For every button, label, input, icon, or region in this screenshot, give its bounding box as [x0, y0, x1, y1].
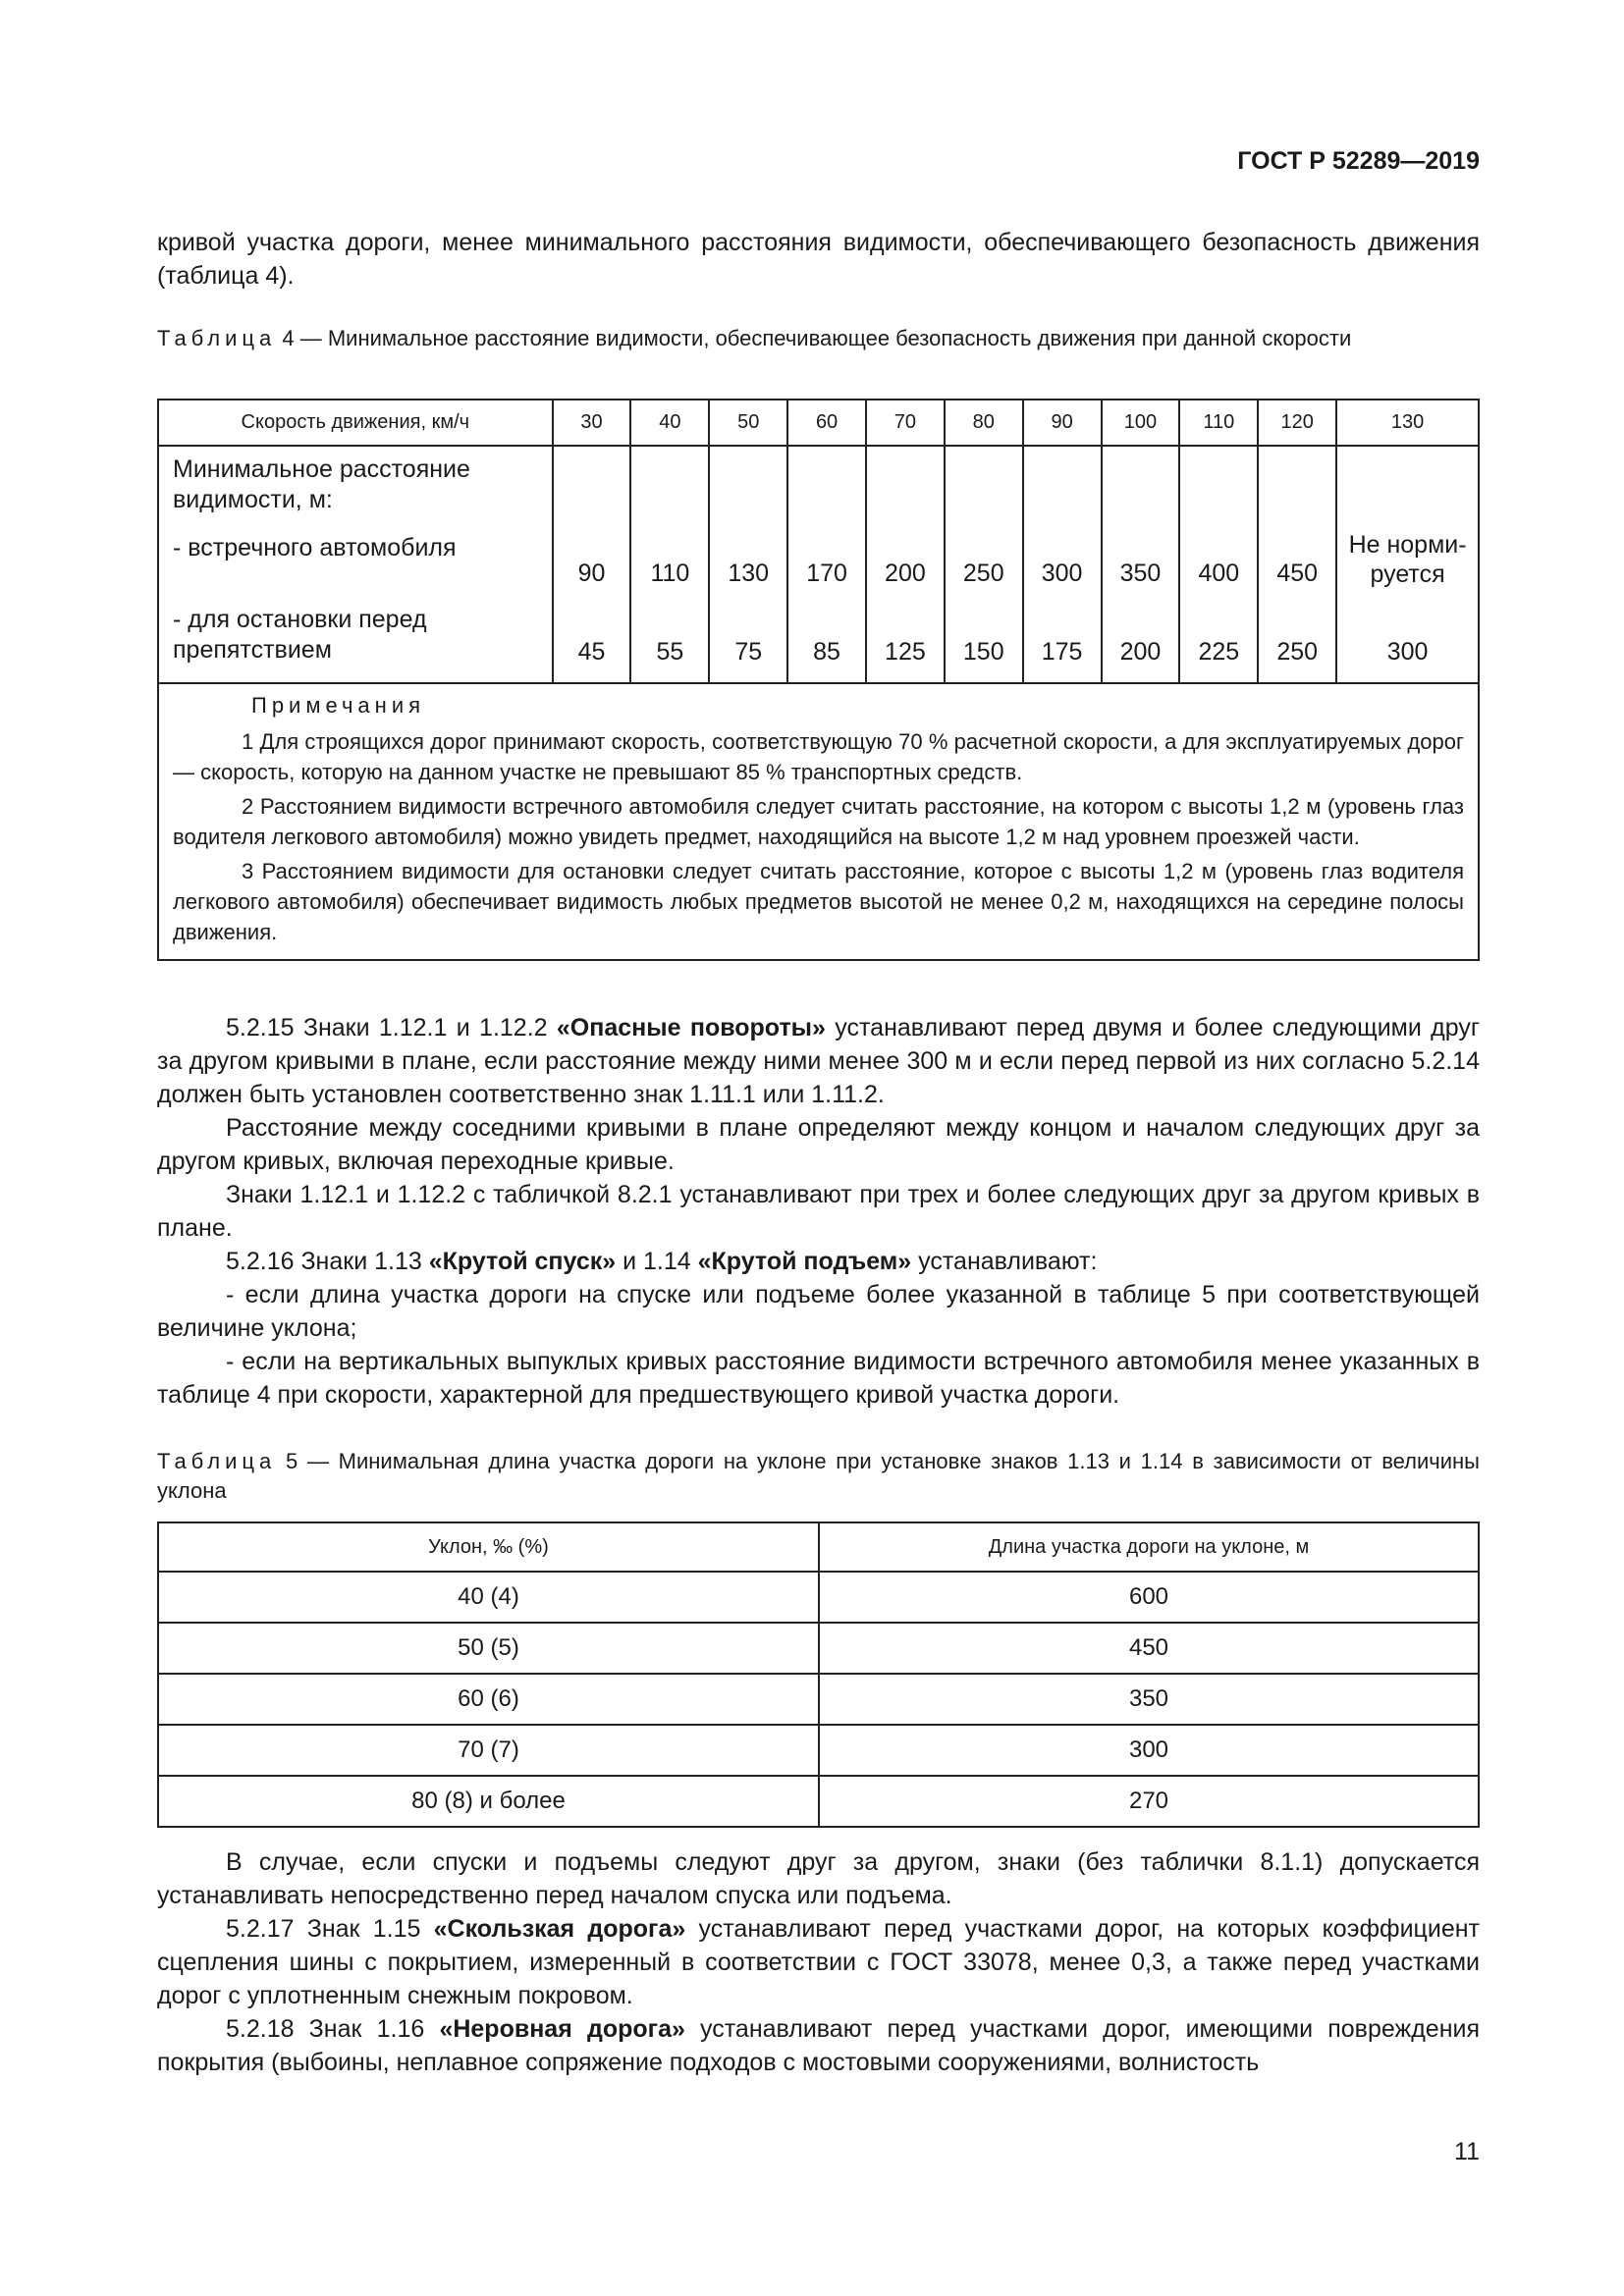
text-run: 5.2.15 Знаки 1.12.1 и 1.12.2	[226, 1014, 557, 1041]
stop-value: 175	[1041, 638, 1083, 666]
list-item: - если длина участка дороги на спуске или подъеме более указанной в таблице 5 при соответствующей величине уклона;	[157, 1281, 1480, 1342]
table4-data-row	[158, 446, 1479, 683]
stop-value: 150	[962, 638, 1004, 666]
stop-value: 45	[577, 638, 606, 666]
table4-notes	[158, 683, 1479, 960]
table5-caption	[157, 1447, 1480, 1506]
length-cell: 450	[819, 1623, 1479, 1674]
text-run: устанавливают перед двумя и более следующими друг за другом кривыми в плане, если расстояние между ними менее 300 м и если перед первой из них согласно 5.2.14 должен быть установлен соответственно знак 1.11.1 или 1.11.2.	[157, 1014, 1480, 1108]
speed-cell: 120	[1258, 400, 1336, 446]
body-section-1	[157, 1011, 1480, 1412]
table5-header-row	[158, 1522, 1479, 1572]
speed-cell: 60	[787, 400, 866, 446]
oncoming-value: 250	[962, 560, 1004, 587]
stop-value: 200	[1119, 638, 1162, 666]
stop-value: 300	[1386, 638, 1429, 666]
table-row	[158, 1725, 1479, 1776]
row-label-oncoming: - встречного автомобиля	[173, 534, 457, 561]
paragraph-5-2-15	[157, 1011, 1480, 1111]
paragraph-5-2-16	[157, 1245, 1480, 1278]
table4-caption-lead: Таблица	[157, 326, 277, 350]
slope-cell: 70 (7)	[158, 1725, 819, 1776]
oncoming-value: 400	[1198, 560, 1240, 587]
note-item: 3 Расстоянием видимости для остановки следует считать расстояние, которое с высоты 1,2 м (уровень глаз водителя легкового автомобиля) обеспечивает видимость любых предметов высотой не менее 0,2 м, находящихся на середине полосы движения.	[173, 859, 1464, 944]
stop-value: 85	[813, 638, 840, 666]
speed-cell: 130	[1336, 400, 1479, 446]
table4-row-label	[158, 446, 553, 683]
sign-name: «Крутой спуск»	[428, 1248, 617, 1275]
speed-cell: 70	[866, 400, 945, 446]
speed-cell: 50	[709, 400, 787, 446]
stop-value: 55	[656, 638, 684, 666]
speed-cell: 80	[945, 400, 1023, 446]
text-run: и 1.14	[616, 1248, 698, 1275]
note-item: 2 Расстоянием видимости встречного автомобиля следует считать расстояние, на котором с высоты 1,2 м (уровень глаз водителя легкового автомобиля) можно увидеть предмет, находящийся на высоте 1,2 м над уровнем проезжей части.	[173, 794, 1464, 849]
notes-title: Примечания	[251, 693, 426, 718]
paragraph: В случае, если спуски и подъемы следуют друг за другом, знаки (без таблички 8.1.1) допускается устанавливать непосредственно перед началом спуска или подъема.	[157, 1848, 1480, 1909]
oncoming-value: 200	[885, 560, 926, 587]
table5-col1-header: Уклон, ‰ (%)	[158, 1522, 819, 1572]
table-row	[158, 1623, 1479, 1674]
intro-text: кривой участка дороги, менее минимального расстояния видимости, обеспечивающего безопасность движения (таблица 4).	[157, 229, 1480, 290]
speed-cell: 30	[553, 400, 631, 446]
speed-cell: 100	[1102, 400, 1180, 446]
paragraph-5-2-18	[157, 2012, 1480, 2079]
sign-name: «Крутой подъем»	[697, 1248, 912, 1275]
speed-cell: 40	[630, 400, 709, 446]
oncoming-value: 350	[1119, 560, 1162, 587]
text-run: 5.2.16 Знаки 1.13	[226, 1248, 429, 1275]
speed-cell: 90	[1023, 400, 1102, 446]
table4-header-label: Скорость движения, км/ч	[158, 400, 553, 446]
table4-caption	[157, 324, 1480, 353]
table4-header-row	[158, 400, 1479, 446]
body-section-2	[157, 1845, 1480, 2079]
table5-caption-lead: Таблица	[157, 1449, 277, 1473]
sign-name: «Неровная дорога»	[439, 2015, 685, 2043]
slope-cell: 50 (5)	[158, 1623, 819, 1674]
text-run: устанавливают перед участками дорог, имеющими повреждения покрытия (выбоины, неплавное сопряжение подходов с мостовыми сооружениями, волнистость	[157, 2015, 1481, 2076]
table5-caption-text: 5 — Минимальная длина участка дороги на уклоне при установке знаков 1.13 и 1.14 в зависимости от величины уклона	[157, 1449, 1480, 1503]
table5	[157, 1522, 1480, 1828]
stop-value: 225	[1198, 638, 1240, 666]
table4-notes-row	[158, 683, 1479, 960]
oncoming-value: 90	[577, 560, 606, 587]
oncoming-value: 300	[1041, 560, 1083, 587]
slope-cell: 80 (8) и более	[158, 1776, 819, 1827]
sign-name: «Опасные повороты»	[556, 1014, 826, 1041]
text-run: 5.2.17 Знак 1.15	[226, 1915, 434, 1943]
paragraph: Знаки 1.12.1 и 1.12.2 с табличкой 8.2.1 устанавливают при трех и более следующих друг за другом кривых в плане.	[157, 1181, 1480, 1242]
length-cell: 600	[819, 1572, 1479, 1623]
length-cell: 300	[819, 1725, 1479, 1776]
paragraph: Расстояние между соседними кривыми в плане определяют между концом и началом следующих друг за другом кривых, включая переходные кривые.	[157, 1114, 1480, 1175]
row-label-main: Минимальное расстояние видимости, м:	[173, 455, 470, 513]
oncoming-value: 110	[650, 560, 690, 587]
note-item: 1 Для строящихся дорог принимают скорость, соответствующую 70 % расчетной скорости, а для эксплуатируемых дорог — скорость, которую на данном участке не превышают 85 % транспортных средств.	[173, 729, 1464, 784]
table5-col2-header: Длина участка дороги на уклоне, м	[819, 1522, 1479, 1572]
stop-value: 75	[734, 638, 763, 666]
oncoming-value: Не норми-руется	[1348, 531, 1467, 588]
intro-paragraph	[157, 226, 1480, 293]
oncoming-value: 130	[728, 560, 770, 587]
paragraph-5-2-17	[157, 1912, 1480, 2012]
table-row	[158, 1776, 1479, 1827]
slope-cell: 60 (6)	[158, 1674, 819, 1725]
oncoming-value: 170	[806, 560, 847, 587]
speed-cell: 110	[1179, 400, 1258, 446]
row-label-stop: - для остановки перед препятствием	[173, 606, 427, 664]
table-row	[158, 1572, 1479, 1623]
document-header: ГОСТ Р 52289—2019	[1237, 147, 1480, 175]
slope-cell: 40 (4)	[158, 1572, 819, 1623]
text-run: устанавливают перед участками дорог, на которых коэффициент сцепления шины с покрытием, измеренный в соответствии с ГОСТ 33078, менее 0,3, а также перед участками дорог с уплотненным снежным покровом.	[157, 1915, 1480, 2009]
stop-value: 125	[885, 638, 926, 666]
length-cell: 270	[819, 1776, 1479, 1827]
stop-value: 250	[1276, 638, 1319, 666]
list-item: - если на вертикальных выпуклых кривых расстояние видимости встречного автомобиля менее указанных в таблице 4 при скорости, характерной для предшествующего кривой участка дороги.	[157, 1348, 1480, 1409]
text-run: устанавливают:	[911, 1248, 1098, 1275]
page-number: 11	[1454, 2138, 1480, 2165]
oncoming-value: 450	[1276, 560, 1319, 587]
sign-name: «Скользкая дорога»	[433, 1915, 686, 1943]
text-run: 5.2.18 Знак 1.16	[226, 2015, 440, 2043]
table4-caption-text: 4 — Минимальное расстояние видимости, обеспечивающее безопасность движения при данной скорости	[276, 326, 1352, 350]
table4	[157, 399, 1480, 961]
length-cell: 350	[819, 1674, 1479, 1725]
table-row	[158, 1674, 1479, 1725]
